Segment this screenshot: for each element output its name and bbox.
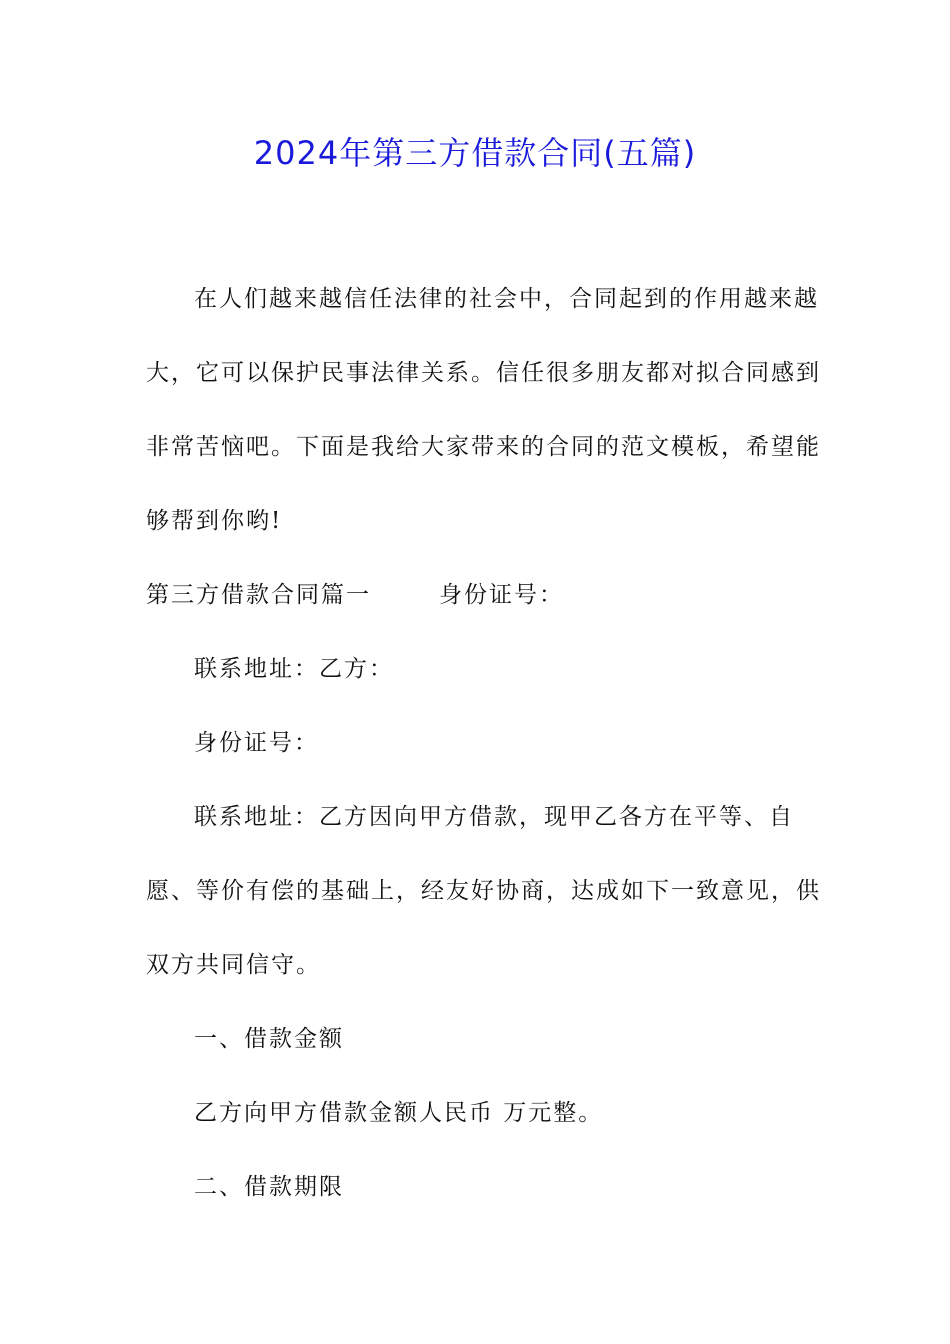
id-number-line: 身份证号： [194, 730, 319, 756]
intro-paragraph: 在人们越来越信任法律的社会中，合同起到的作用越来越大，它可以保护民事法律关系。信任很多朋友都对拟合同感到非常苦恼吧。下面是我给大家带来的合同的范文模板，希望能够帮到你哟! [146, 286, 821, 534]
contact-line: 联系地址：乙方： [194, 656, 394, 682]
contact-paragraph: 联系地址：乙方因向甲方借款，现甲乙各方在平等、自愿、等价有偿的基础上，经友好协商，达成如下一致意见，供双方共同信守。 [146, 804, 821, 978]
document-body [146, 262, 826, 1224]
id-number-label: 身份证号： [439, 582, 564, 608]
spacer [371, 558, 439, 632]
section-heading-row [146, 558, 826, 632]
section-heading: 第三方借款合同篇一 [146, 582, 371, 608]
clause-1-text: 乙方向甲方借款金额人民币 万元整。 [194, 1100, 604, 1126]
document-title: 2024年第三方借款合同(五篇) [253, 134, 697, 172]
clause-1-heading: 一、借款金额 [194, 1026, 344, 1052]
clause-2-heading: 二、借款期限 [194, 1174, 344, 1200]
